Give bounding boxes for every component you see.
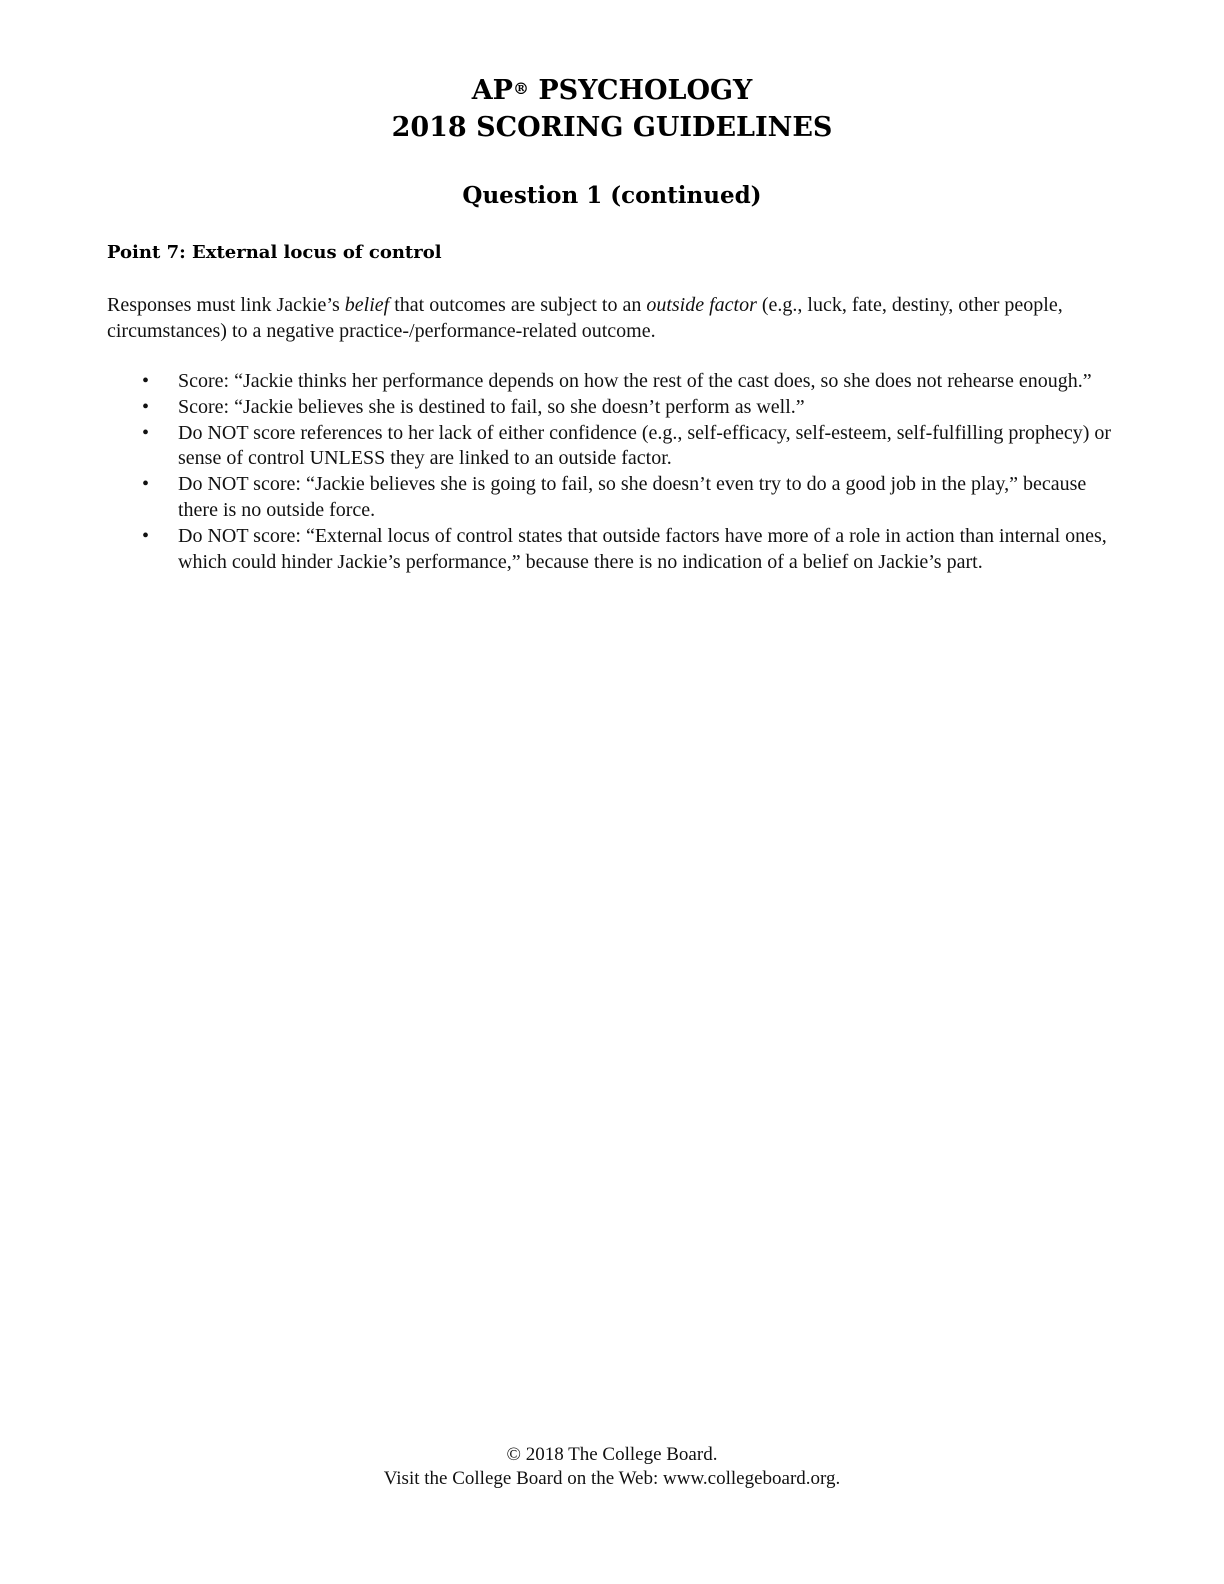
list-item — [107, 369, 1117, 395]
footer-copyright: © 2018 The College Board. — [506, 1444, 718, 1465]
intro-part-1: Responses must link Jackie’s — [107, 294, 345, 316]
header-subtitle: 2018 SCORING GUIDELINES — [391, 112, 833, 143]
page-footer — [0, 1443, 1224, 1491]
bullet-icon: • — [142, 370, 150, 392]
list-item — [107, 395, 1117, 421]
intro-part-2: that outcomes are subject to an — [389, 294, 647, 316]
intro-part-3: (e.g., luck, fate, destiny, other people, circumstances) to a negative practice-/performance-related outcome. — [107, 294, 1063, 342]
list-item — [107, 524, 1117, 576]
bullet-icon: • — [142, 473, 150, 496]
point-intro — [107, 292, 1107, 344]
bullet-icon: • — [142, 395, 150, 418]
title-prefix: AP — [471, 75, 513, 106]
registered-mark: ® — [512, 79, 529, 98]
list-item — [107, 472, 1117, 524]
scoring-bullet-list — [107, 369, 1117, 575]
bullet-text: Do NOT score: “Jackie believes she is going to fail, so she doesn’t even try to do a good job in the play,” because there is no outside force. — [178, 473, 1087, 521]
bullet-text: Score: “Jackie believes she is destined to fail, so she doesn’t perform as well.” — [178, 395, 805, 418]
point-heading: Point 7: External locus of control — [107, 242, 442, 263]
header-title — [0, 72, 1224, 109]
bullet-icon: • — [142, 524, 150, 547]
list-item — [107, 421, 1117, 473]
bullet-text: Score: “Jackie thinks her performance depends on how the rest of the cast does, so she does not rehearse enough.” — [178, 370, 1092, 392]
intro-belief: belief — [344, 294, 390, 316]
bullet-text: Do NOT score references to her lack of either confidence (e.g., self-efficacy, self-esteem, self-fulfilling prophecy) or sense of control UNLESS they are linked to an outside factor. — [178, 421, 1112, 470]
footer-visit: Visit the College Board on the Web: www.collegeboard.org. — [383, 1468, 841, 1489]
question-title: Question 1 (continued) — [462, 182, 762, 209]
bullet-text: Do NOT score: “External locus of control states that outside factors have more of a role in action than internal ones, which could hinder Jackie’s performance,” because there is no indication of a belief on Jackie’s part. — [178, 524, 1107, 573]
intro-outside-factor: outside factor — [646, 294, 757, 316]
title-suffix: PSYCHOLOGY — [528, 75, 753, 106]
document-header — [0, 72, 1224, 146]
bullet-icon: • — [142, 421, 150, 444]
